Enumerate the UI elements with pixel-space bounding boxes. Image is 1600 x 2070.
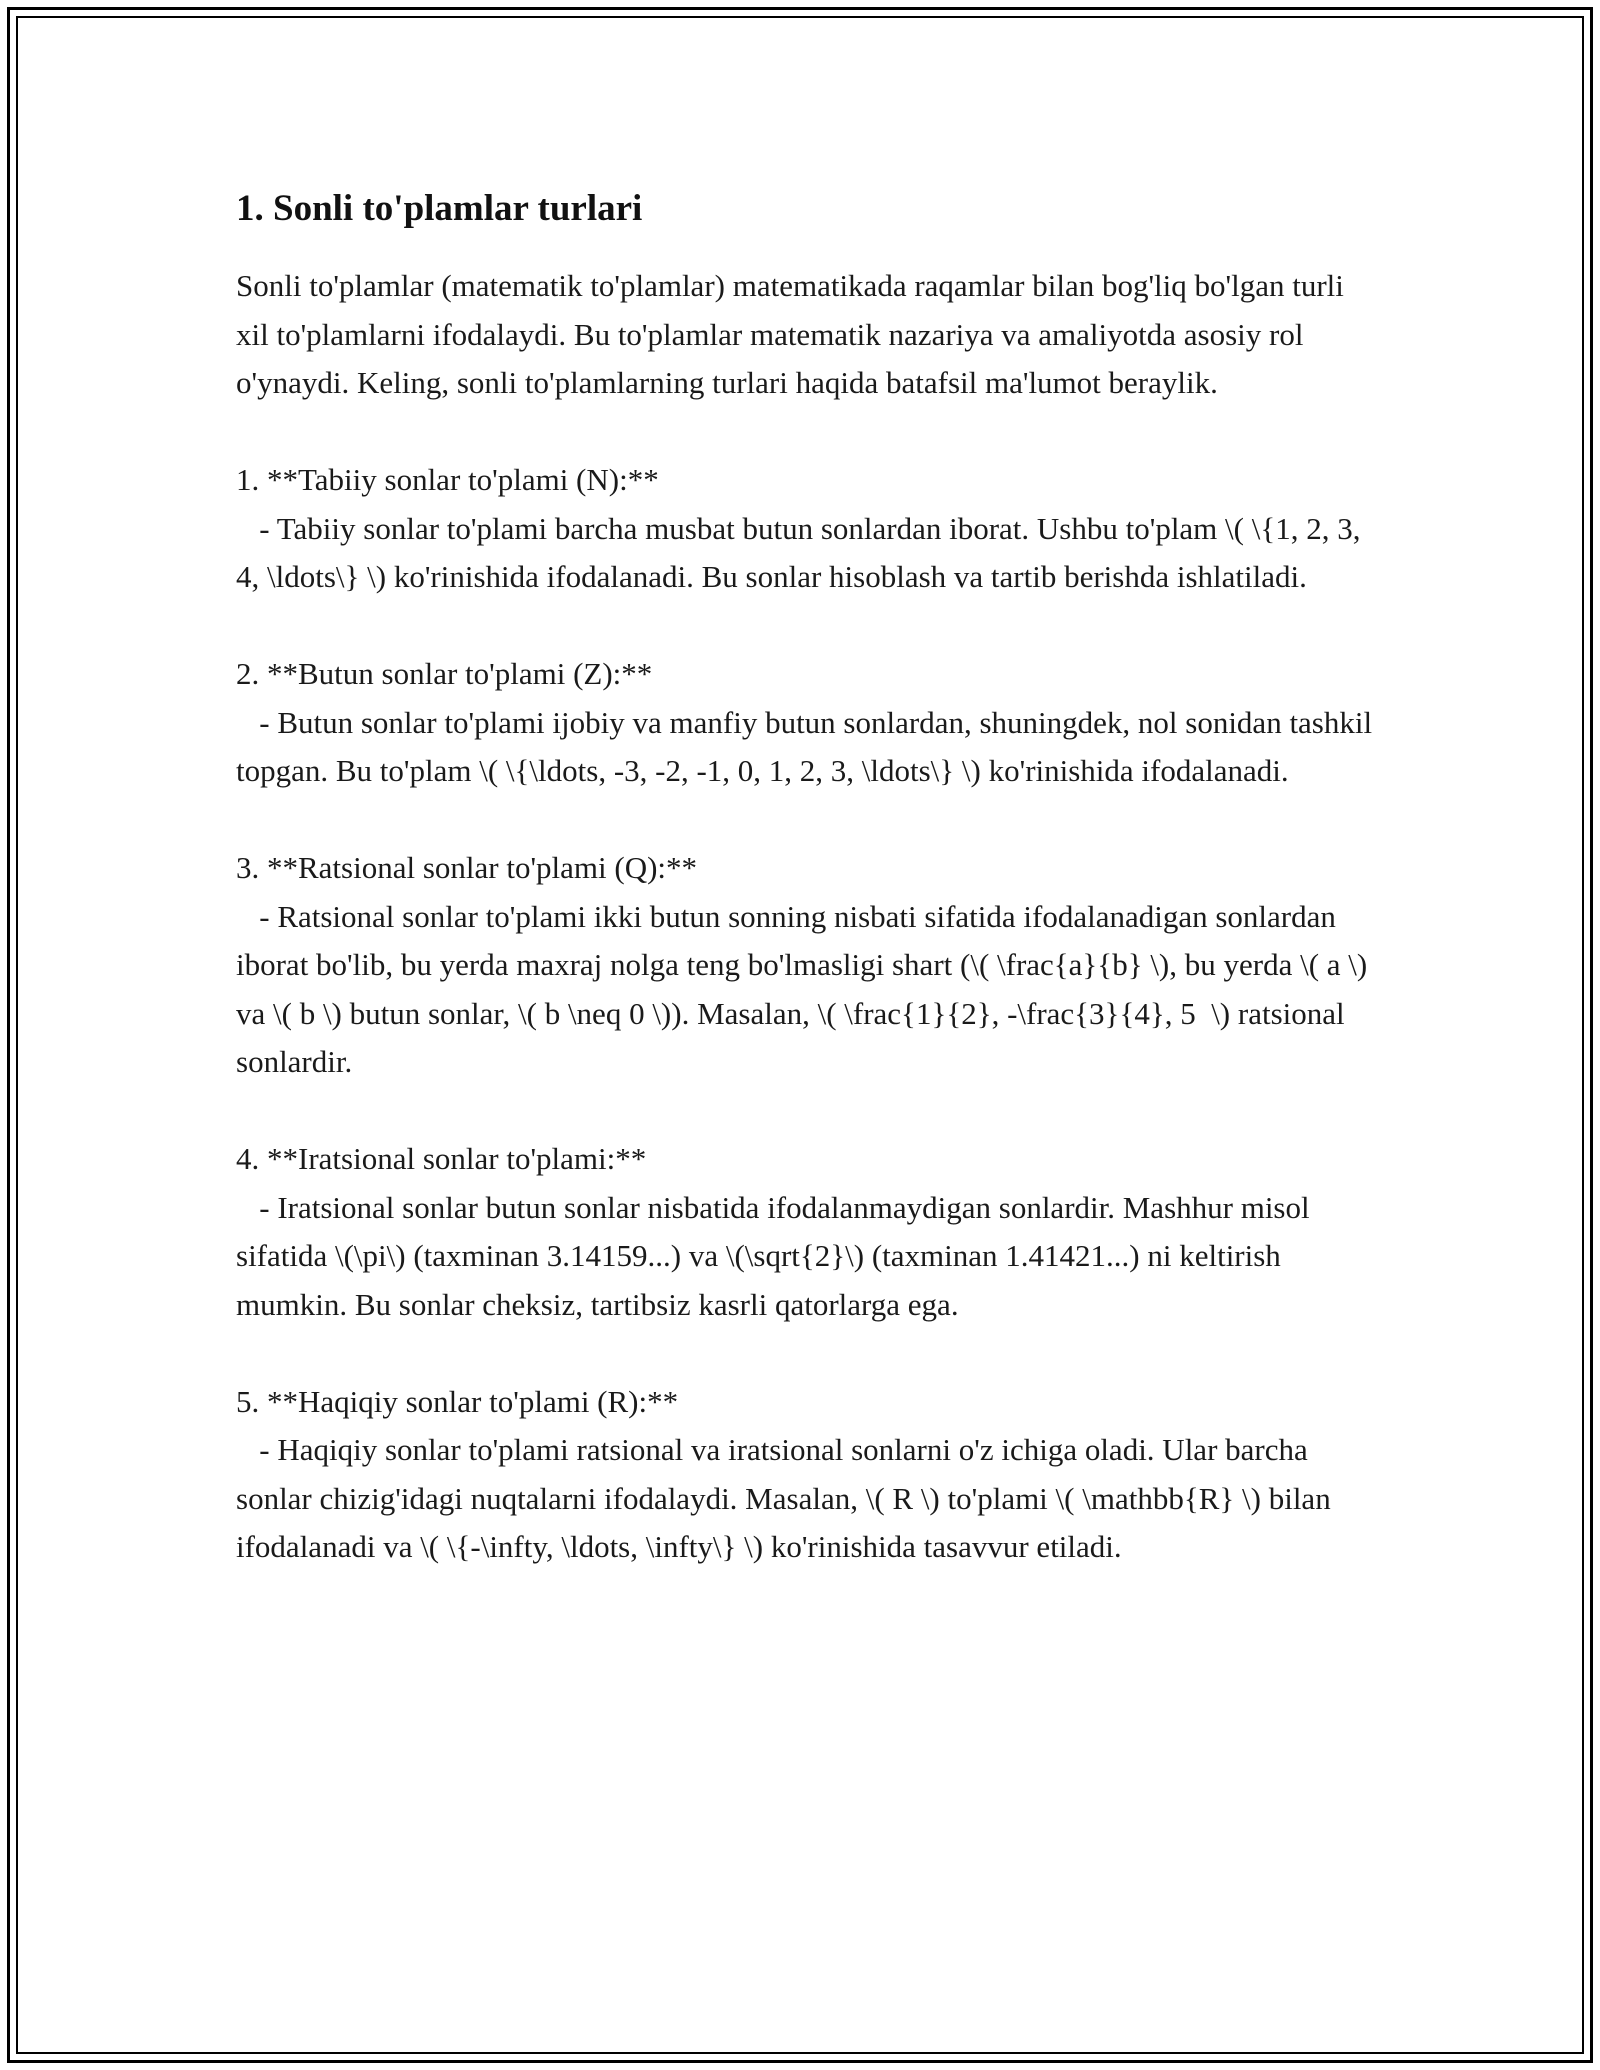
item-body: - Iratsional sonlar butun sonlar nisbatida ifodalanmaydigan sonlardir. Mashhur misol sifatida \(\pi\) (taxminan 3.14159...) va \(\sqrt{2}\) (taxminan 1.41421...) ni keltirish mumkin. Bu sonlar cheksiz, tartibsiz kasrli qatorlarga ega.	[236, 1189, 1318, 1322]
document-title: 1. Sonli to'plamlar turlari	[236, 188, 643, 229]
item-heading: 1. **Tabiiy sonlar to'plami (N):**	[236, 462, 659, 497]
document-content	[236, 186, 1380, 1572]
intro-paragraph: Sonli to'plamlar (matematik to'plamlar) matematikada raqamlar bilan bog'liq bo'lgan turli xil to'plamlarni ifodalaydi. Bu to'plamlar matematik nazariya va amaliyotda asosiy rol o'ynaydi. Keling, sonli to'plamlarning turlari haqida batafsil ma'lumot beraylik.	[236, 268, 1344, 400]
list-item	[236, 650, 1380, 796]
list-item	[236, 456, 1380, 602]
item-heading: 4. **Iratsional sonlar to'plami:**	[236, 1141, 647, 1176]
item-body: - Tabiiy sonlar to'plami barcha musbat butun sonlardan iborat. Ushbu to'plam \( \{1, 2, 3, 4, \ldots\} \) ko'rinishida ifodalanadi. Bu sonlar hisoblash va tartib berishda ishlatiladi.	[236, 510, 1369, 594]
list-item	[236, 1378, 1380, 1572]
item-body: - Butun sonlar to'plami ijobiy va manfiy butun sonlardan, shuningdek, nol sonidan tashkil topgan. Bu to'plam \( \{\ldots, -3, -2, -1, 0, 1, 2, 3, \ldots\} \) ko'rinishida ifodalanadi.	[236, 704, 1380, 788]
item-heading: 2. **Butun sonlar to'plami (Z):**	[236, 656, 653, 691]
item-heading: 5. **Haqiqiy sonlar to'plami (R):**	[236, 1383, 679, 1419]
list-item	[236, 1135, 1380, 1329]
item-heading: 3. **Ratsional sonlar to'plami (Q):**	[236, 850, 698, 885]
list-item	[236, 844, 1380, 1087]
item-body: - Ratsional sonlar to'plami ikki butun sonning nisbati sifatida ifodalanadigan sonlardan iborat bo'lib, bu yerda maxraj nolga teng bo'lmasligi shart (\( \frac{a}{b} \), bu yerda \( a \) va \( b \) butun sonlar, \( b \neq 0 \)). Masalan, \( \frac{1}{2}, -\frac{3}{4}, 5 \) ratsional sonlardir.	[236, 898, 1375, 1079]
item-body: - Haqiqiy sonlar to'plami ratsional va iratsional sonlarni o'z ichiga oladi. Ular barcha sonlar chizig'idagi nuqtalarni ifodalaydi. Masalan, \( R \) to'plami \( \mathbb{R} \) bilan ifodalanadi va \( \{-\infty, \ldots, \infty\} \) ko'rinishida tasavvur etiladi.	[236, 1432, 1339, 1564]
